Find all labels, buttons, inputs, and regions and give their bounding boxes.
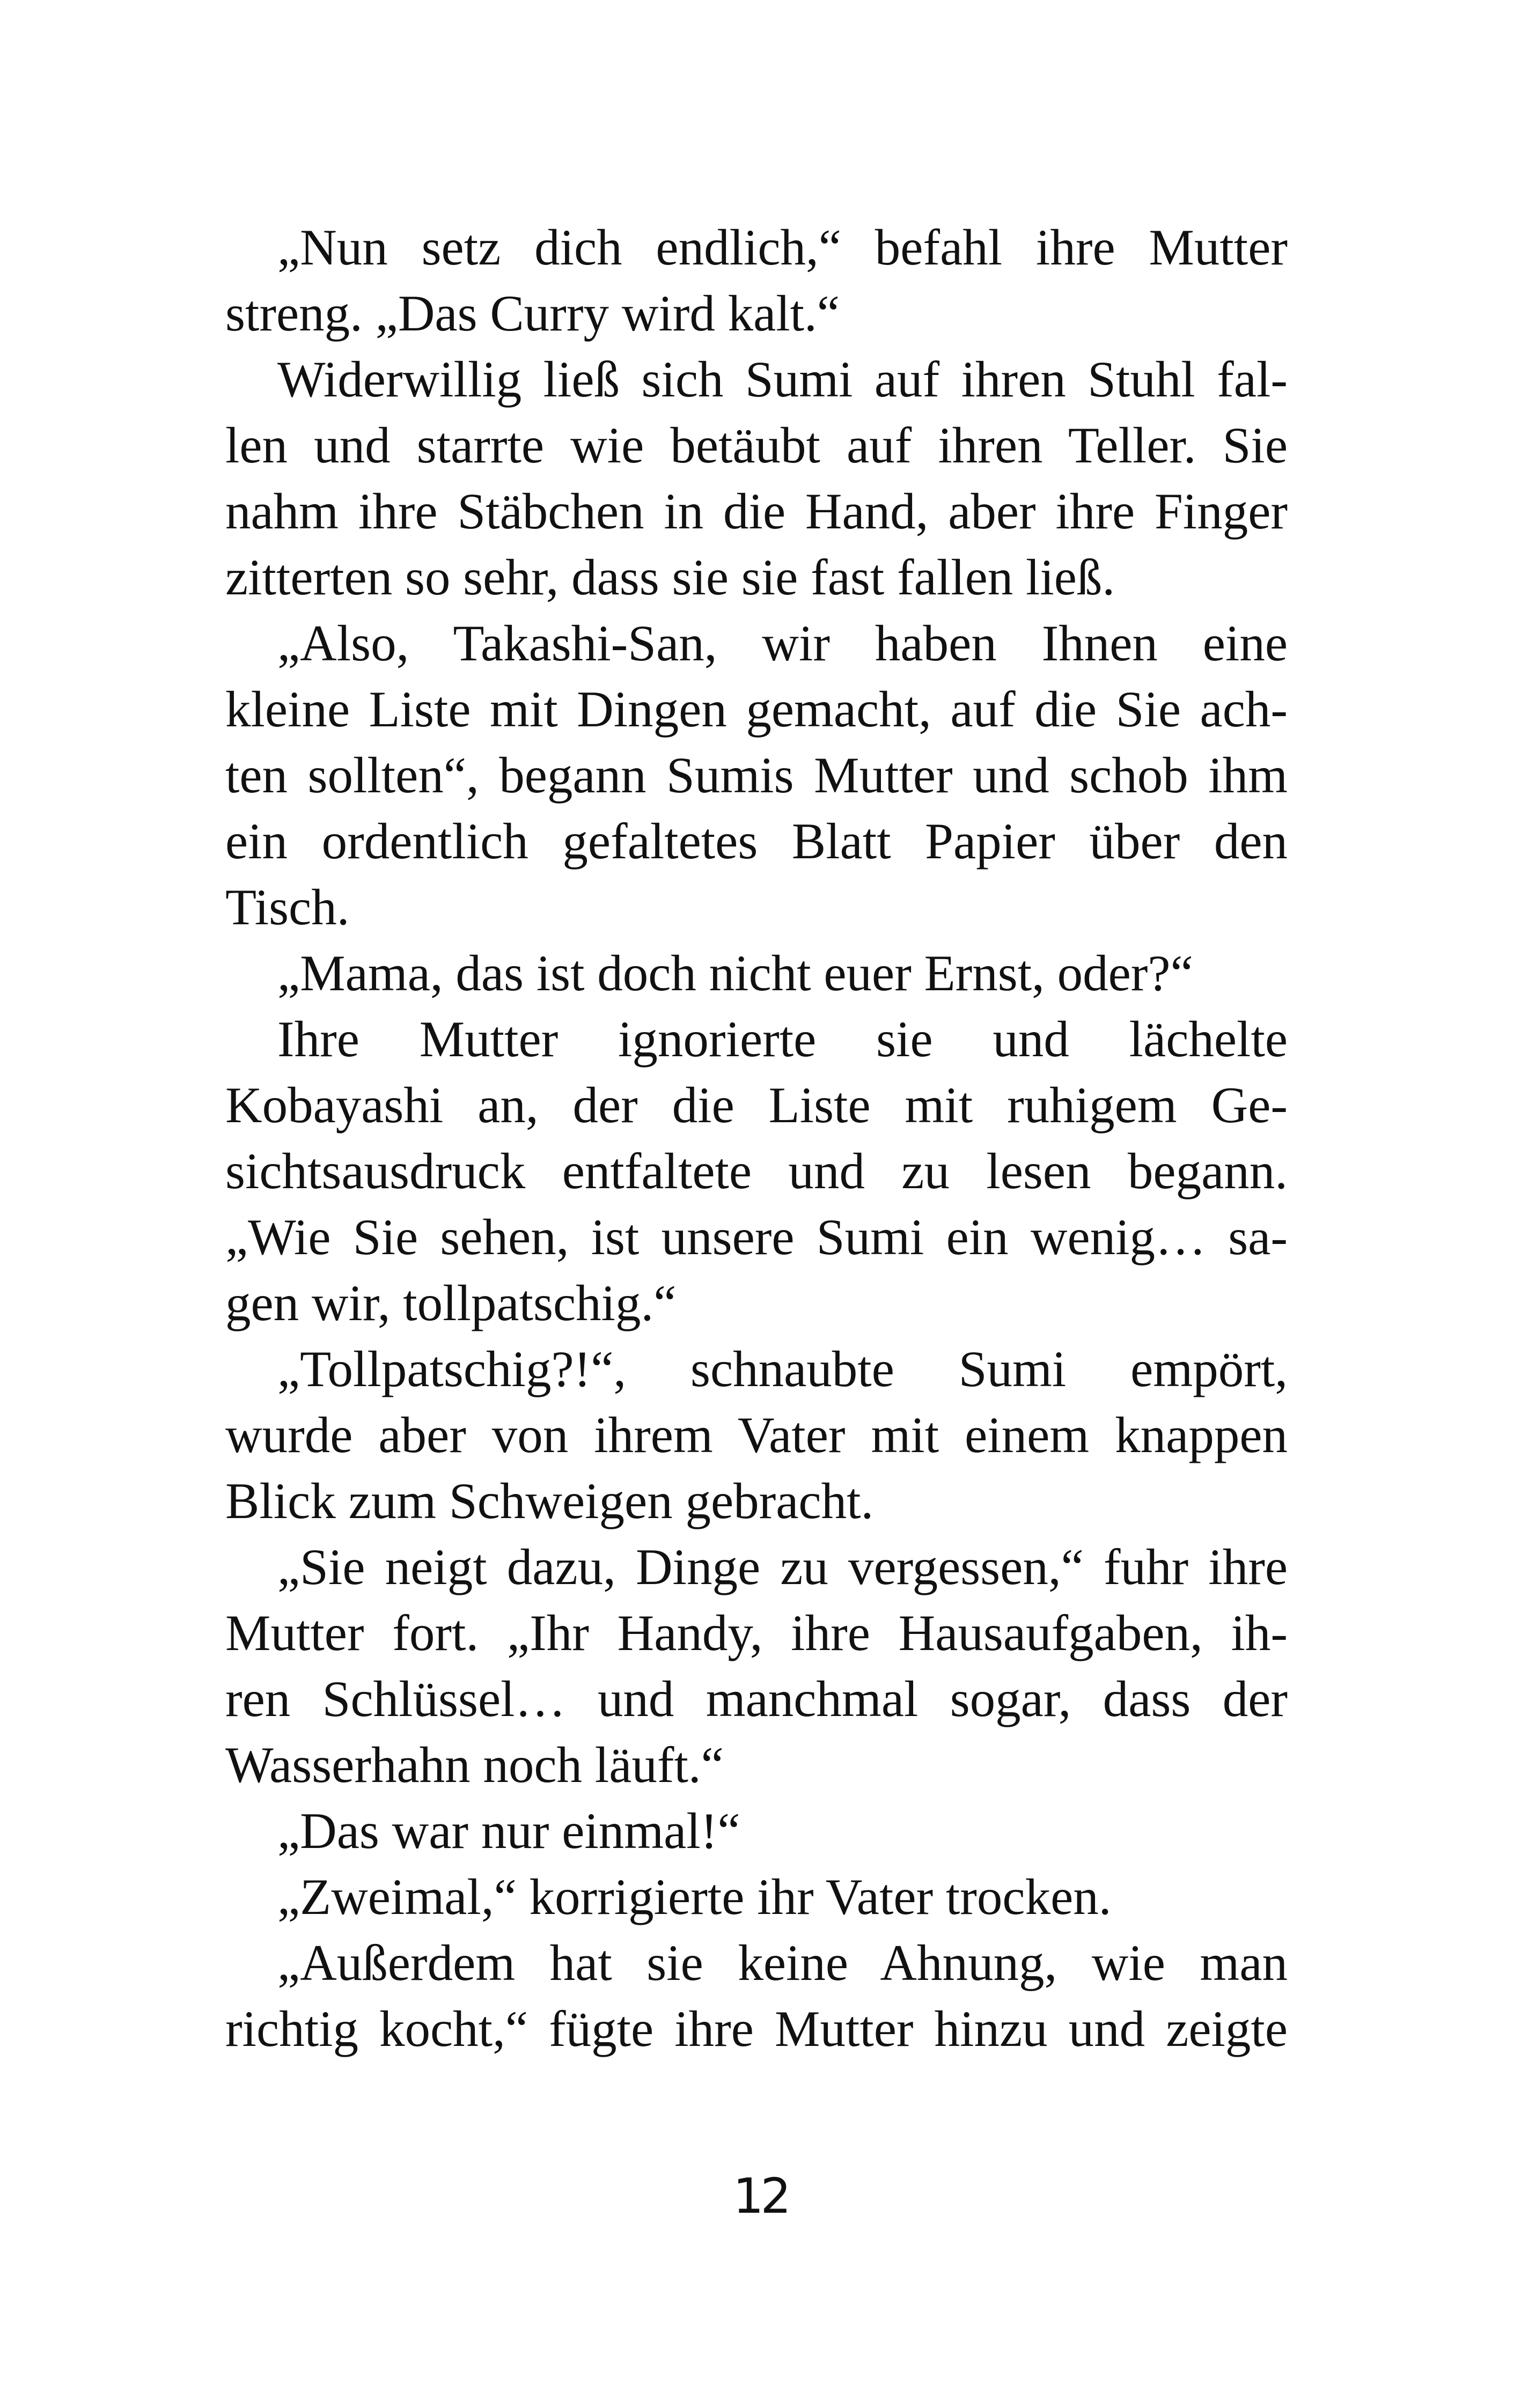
text-line: sichtsausdruck entfaltete und zu lesen begann. [225,1143,1288,1199]
text-line: „Das war nur einmal!“ [277,1802,740,1859]
text-line: Kobayashi an, der die Liste mit ruhigem Ge- [225,1077,1288,1133]
text-line: wurde aber von ihrem Vater mit einem knappen [225,1406,1288,1463]
text-line: Wasserhahn noch läuft.“ [225,1736,724,1793]
text-line: „Nun setz dich endlich,“ befahl ihre Mutter [277,219,1288,276]
text-line: Mutter fort. „Ihr Handy, ihre Hausaufgaben, ih- [225,1604,1288,1661]
text-line: kleine Liste mit Dingen gemacht, auf die Sie ach- [225,681,1288,738]
text-line: „Mama, das ist doch nicht euer Ernst, oder?“ [277,945,1193,1002]
text-line: „Also, Takashi-San, wir haben Ihnen eine [277,615,1288,672]
text-line: Ihre Mutter ignorierte sie und lächelte [277,1011,1288,1067]
text-line: „Zweimal,“ korrigierte ihr Vater trocken. [277,1868,1112,1925]
text-line: ten sollten“, begann Sumis Mutter und schob ihm [225,747,1288,804]
text-line: „Tollpatschig?!“, schnaubte Sumi empört, [277,1341,1288,1397]
text-line: ren Schlüssel… und manchmal sogar, dass der [225,1670,1288,1727]
text-line: Widerwillig ließ sich Sumi auf ihren Stuhl fal- [277,351,1288,408]
page-number: 12 [733,2168,788,2225]
text-line: zitterten so sehr, dass sie sie fast fallen ließ. [225,549,1115,606]
text-line: nahm ihre Stäbchen in die Hand, aber ihre Finger [225,483,1288,540]
text-line: „Außerdem hat sie keine Ahnung, wie man [277,1934,1288,1991]
text-line: Blick zum Schweigen gebracht. [225,1472,874,1529]
text-line: streng. „Das Curry wird kalt.“ [225,285,840,342]
text-line: richtig kocht,“ fügte ihre Mutter hinzu und zeigte [225,2000,1288,2057]
body-text [225,215,1288,2062]
text-line: len und starrte wie betäubt auf ihren Teller. Sie [225,417,1288,474]
text-line: „Sie neigt dazu, Dinge zu vergessen,“ fuhr ihre [277,1538,1288,1595]
text-line: gen wir, tollpatschig.“ [225,1275,677,1331]
text-line: ein ordentlich gefaltetes Blatt Papier über den [225,813,1288,870]
text-line: „Wie Sie sehen, ist unsere Sumi ein wenig… sa- [225,1209,1288,1265]
text-line: Tisch. [225,879,350,936]
